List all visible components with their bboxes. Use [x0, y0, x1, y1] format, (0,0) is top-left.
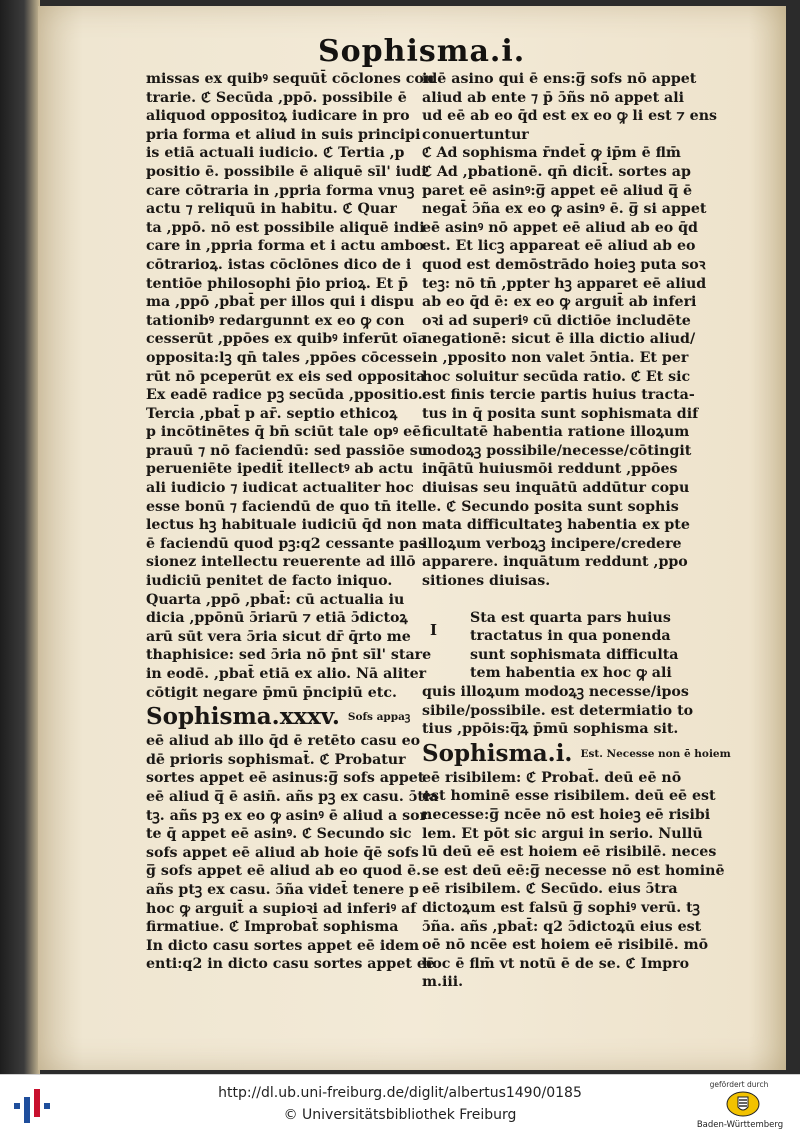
- left-section-line: firmatiue. ℭ Improbat̄ sophisma: [146, 919, 399, 936]
- book-page: [38, 6, 786, 1070]
- left-column-line: esse bonū ⁊ faciendū de quo tn̄ itel: [146, 498, 423, 515]
- initial-continuation-lines: [422, 683, 694, 739]
- left-column-line: aliquod oppositoꝝ iudicare in pro: [146, 108, 410, 125]
- left-column-line: sionez intellectu reuerente ad illō: [146, 554, 416, 571]
- sponsor-label: gefördert durch: [709, 1080, 769, 1089]
- right-column-line: oꝛi ad superiꝰ cū dictiōe includēte: [422, 312, 691, 329]
- initial-paragraph: [422, 609, 684, 683]
- left-section-lines: [146, 732, 439, 974]
- left-column-line: lectus hꝫ habituale iudiciū q̄d non: [146, 517, 417, 534]
- left-column-line: rūt nō pceperūt ex eis sed opposita: [146, 368, 426, 385]
- left-column-line: Tercia ,pbat̄ p ar̄. septio ethicoꝝ: [146, 405, 398, 422]
- left-column-line: tationibꝰ redargunnt ex eo ꝙ con: [146, 312, 405, 329]
- initial-paragraph-line: Sta est quarta pars huius: [470, 609, 671, 626]
- right-column-line: negationē: sicut ē illa dictio aliud/: [422, 331, 696, 348]
- left-column-line: perueniēte ipedit̄ itellectꝰ ab actu: [146, 461, 414, 478]
- initial-continuation-line: quis illoꝝum modoꝝꝫ necesse/ipos: [422, 684, 689, 700]
- initial-letter: I: [430, 620, 438, 639]
- copyright-text: © Universitätsbibliothek Freiburg: [283, 1107, 517, 1123]
- left-column-line: cōtrarioꝝ. istas cōclōnes dico de i: [146, 256, 412, 273]
- right-column-line: diuisas seu inquātū addūtur copu: [422, 480, 690, 497]
- left-column-line: Ex eadē radice pꝫ secūda ,ppositio.: [146, 387, 423, 404]
- left-column-line: iudiciū penitet de facto iniquo.: [146, 573, 393, 590]
- left-column-line: arū sūt vera ɔ̄ria sicut dr̄ q̄rto me: [146, 628, 411, 645]
- right-column-line: negat̄ ɔ̄ña ex eo ꝙ asinꝰ ē. g̅ si appet: [422, 201, 707, 218]
- initial-paragraph-line: tem habentia ex hoc ꝙ ali: [470, 665, 672, 682]
- right-column-line: ab eo q̄d ē: ex eo ꝙ arguit̄ ab inferi: [422, 294, 697, 311]
- right-column-line: quod est demōstrādo hoieꝫ puta soꝛ: [422, 256, 706, 273]
- left-column-line: thaphisice: sed ɔ̄ria nō p̄nt sīl' stare: [146, 647, 432, 664]
- right-column-line: in ,pposito non valet ɔ̄ntia. Et per: [422, 349, 689, 366]
- right-section-line: eē risibilem: ℭ Probat̄. deū eē nō: [422, 769, 682, 786]
- right-column-line: teꝫ: nō tn̄ ,ppter hꝫ apparet eē aliud: [422, 275, 707, 292]
- right-section-line: se est deū eē:g̅ necesse nō est hominē: [422, 862, 725, 879]
- left-column-line: trarie. ℭ Secūda ,ppō. possibile ē: [146, 89, 407, 106]
- right-column-line: le. ℭ Secundo posita sunt sophis: [422, 498, 679, 515]
- right-column-line: illoꝝum verboꝝꝫ incipere/credere: [422, 535, 682, 552]
- initial-continuation-line: sibile/possibile. est determiatio to: [422, 702, 694, 719]
- left-column-line: ali iudicio ⁊ iudicat actualiter hoc: [146, 480, 414, 497]
- right-section-line: lū deū eē est hoiem eē risibilē. neces: [422, 844, 717, 861]
- right-column-line: idē asino qui ē ens:g̅ sofs nō appet: [422, 71, 697, 87]
- left-column-line: dicia ,ppōnū ɔ̄riarū ⁊ etiā ɔ̄dictoꝝ: [146, 610, 408, 627]
- initial-continuation-line: tius ,ppōis:q̅ꝝ p̄mū sophisma sit.: [422, 721, 679, 738]
- left-column-lines: [146, 70, 435, 702]
- right-column-line: ℭ Ad sophisma r̄ndet̄ ꝙ ip̄m ē flm̄: [422, 145, 681, 162]
- right-column-line: mata difficultateꝫ habentia ex pte: [422, 517, 690, 534]
- paragraph-gap: [422, 591, 684, 609]
- right-text-column: [422, 70, 731, 992]
- right-column-line: tus in q̄ posita sunt sophismata dif: [422, 405, 699, 422]
- right-section-line: m.iii.: [422, 974, 464, 991]
- left-section-line: g̅ sofs appet eē aliud ab eo quod ē.: [146, 863, 422, 880]
- right-section-line: dictoꝝum est falsū g̅ sophiꝰ verū. tꝫ: [422, 899, 700, 916]
- left-column-line: is etiā actuali iudicio. ℭ Tertia ,p: [146, 145, 405, 162]
- left-section-line: hoc ꝙ arguit̄ a supioꝛi ad inferiꝰ af: [146, 900, 417, 917]
- left-section-line: sortes appet eē asinus:g̅ sofs appet: [146, 770, 425, 787]
- left-section-heading-row: [146, 702, 416, 732]
- left-column-line: actu ⁊ reliquū in habitu. ℭ Quar: [146, 201, 397, 218]
- left-column-line: ē faciendū quod pꝫ:q2 cessante pas: [146, 535, 427, 552]
- left-text-column: [146, 70, 439, 974]
- left-section-line: sofs appet eē aliud ab hoie q̄ē sofs: [146, 844, 419, 861]
- left-section-heading: Sophisma.xxxv.: [146, 703, 340, 731]
- initial-lines: [470, 609, 684, 683]
- right-section-line: hoc ē flm̄ vt notū ē de se. ℭ Impro: [422, 955, 690, 972]
- left-column-line: opposita:lꝫ qn̄ tales ,ppōes cōcesse: [146, 349, 422, 366]
- left-column-line: p incōtinētes q̄ bn̄ sciūt tale opꝰ eē: [146, 424, 422, 441]
- right-section-line: est hominē esse risibilem. deū eē est: [422, 788, 716, 805]
- left-section-line: tꝫ. añs pꝫ ex eo ꝙ asinꝰ ē aliud a sor: [146, 807, 428, 824]
- right-section-line: lem. Et pōt sic argui in serio. Nullū: [422, 825, 703, 842]
- right-column-line: sitiones diuisas.: [422, 573, 551, 590]
- left-column-line: pria forma et aliud in suis principi: [146, 126, 421, 143]
- right-column-line: hoc soluitur secūda ratio. ℭ Et sic: [422, 368, 691, 385]
- book-spine-edge: [0, 0, 40, 1074]
- left-column-line: positio ē. possibile ē aliquē sīl' iudi: [146, 163, 427, 180]
- right-column-line: aliud ab ente ⁊ p̄ ɔ̄ñs nō appet ali: [422, 89, 685, 106]
- page-heading: Sophisma.i.: [318, 34, 526, 69]
- right-section-line: necesse:g̅ ncēe nō est hoieꝫ eē risibi: [422, 806, 711, 823]
- right-section-side-note: Est. Necesse non ē hoiem: [580, 747, 731, 760]
- right-section-heading: Sophisma.i.: [422, 739, 573, 767]
- right-section-line: eē risibilem. ℭ Secūdo. eius ɔ̄tra: [422, 881, 678, 898]
- right-column-line: inq̄ātū huiusmōi reddunt ,ppōes: [422, 461, 678, 478]
- left-section-line: añs ptꝫ ex casu. ɔ̄ña videt̄ tenere p: [146, 881, 419, 898]
- left-column-line: missas ex quibꝰ sequūt̄ cōclones con: [146, 71, 435, 87]
- left-column-line: in eodē. ,pbat̄ etiā ex alio. Nā aliter: [146, 666, 427, 682]
- left-section-line: eē aliud q̅ ē asin̄. añs pꝫ ex casu. ɔ̄tia: [146, 788, 439, 805]
- right-column-lines: [422, 70, 717, 591]
- left-section-line: eē aliud ab illo q̄d ē retēto casu eo: [146, 733, 421, 750]
- right-column-line: conuertuntur: [422, 126, 529, 143]
- left-column-line: Quarta ,ppō ,pbat̄: cū actualia iu: [146, 591, 405, 608]
- left-column-line: ma ,ppō ,pbat̄ per illos qui i dispu: [146, 294, 415, 311]
- right-column-line: ud eē ab eo q̄d est ex eo ꝙ li est ⁊ ens: [422, 108, 717, 125]
- left-section-line: In dicto casu sortes appet eē idem: [146, 937, 420, 954]
- sponsor-name: Baden-Württemberg: [696, 1120, 784, 1130]
- right-column-line: paret eē asinꝰ:g̅ appet eē aliud q̅ ē: [422, 182, 693, 199]
- right-column-line: eē asinꝰ nō appet eē aliud ab eo q̄d: [422, 219, 698, 236]
- initial-paragraph-line: sunt sophismata difficulta: [470, 646, 679, 663]
- document-url[interactable]: http://dl.ub.uni-freiburg.de/diglit/albertus1490/0185: [218, 1085, 582, 1101]
- right-column-line: est finis tercie partis huius tracta-: [422, 387, 695, 404]
- right-column-line: ficultatē habentia ratione illoꝝum: [422, 424, 690, 441]
- left-column-line: prauū ⁊ nō faciendū: sed passiōe su: [146, 442, 429, 459]
- left-section-line: enti:q2 in dicto casu sortes appet eē: [146, 956, 435, 973]
- viewer-footer: [0, 1074, 800, 1135]
- left-section-line: te q̄ appet eē asinꝰ. ℭ Secundo sic: [146, 826, 412, 843]
- left-section-line: dē prioris sophismat̄. ℭ Probatur: [146, 751, 406, 768]
- left-column-line: care cōtraria in ,ppria forma vnuꝫ: [146, 182, 415, 199]
- right-section-lines: [422, 769, 725, 992]
- left-column-line: ta ,ppō. nō est possibile aliquē indi: [146, 219, 425, 236]
- right-column-line: apparere. inquātum reddunt ,ppo: [422, 554, 688, 571]
- right-section-line: oē nō ncēe est hoiem eē risibilē. mō: [422, 937, 709, 954]
- left-column-line: care in ,ppria forma et i actu ambo: [146, 238, 424, 255]
- left-column-line: cōtigit negare p̄mū p̄ncipiū etc.: [146, 684, 397, 701]
- right-column-line: ℭ Ad ,pbationē. qn̄ dicit̄. sortes ap: [422, 163, 691, 180]
- left-column-line: cesserūt ,ppōes ex quibꝰ inferūt oīa: [146, 331, 427, 348]
- initial-paragraph-line: tractatus in qua ponenda: [470, 628, 671, 645]
- right-column-line: est. Et licꝫ appareat eē aliud ab eo: [422, 238, 696, 255]
- right-column-line: modoꝝꝫ possibile/necesse/cōtingit: [422, 442, 692, 459]
- right-section-heading-row: [422, 739, 731, 769]
- left-section-side-note: Sofs appaꝫ: [347, 711, 411, 724]
- right-section-line: ɔ̄ña. añs ,pbat̄: q2 ɔ̄dictoꝝū eius est: [422, 918, 702, 935]
- state-crest-icon: [726, 1091, 760, 1117]
- left-column-line: tentiōe philosophi p̄io prioꝝ. Et p̄: [146, 275, 409, 292]
